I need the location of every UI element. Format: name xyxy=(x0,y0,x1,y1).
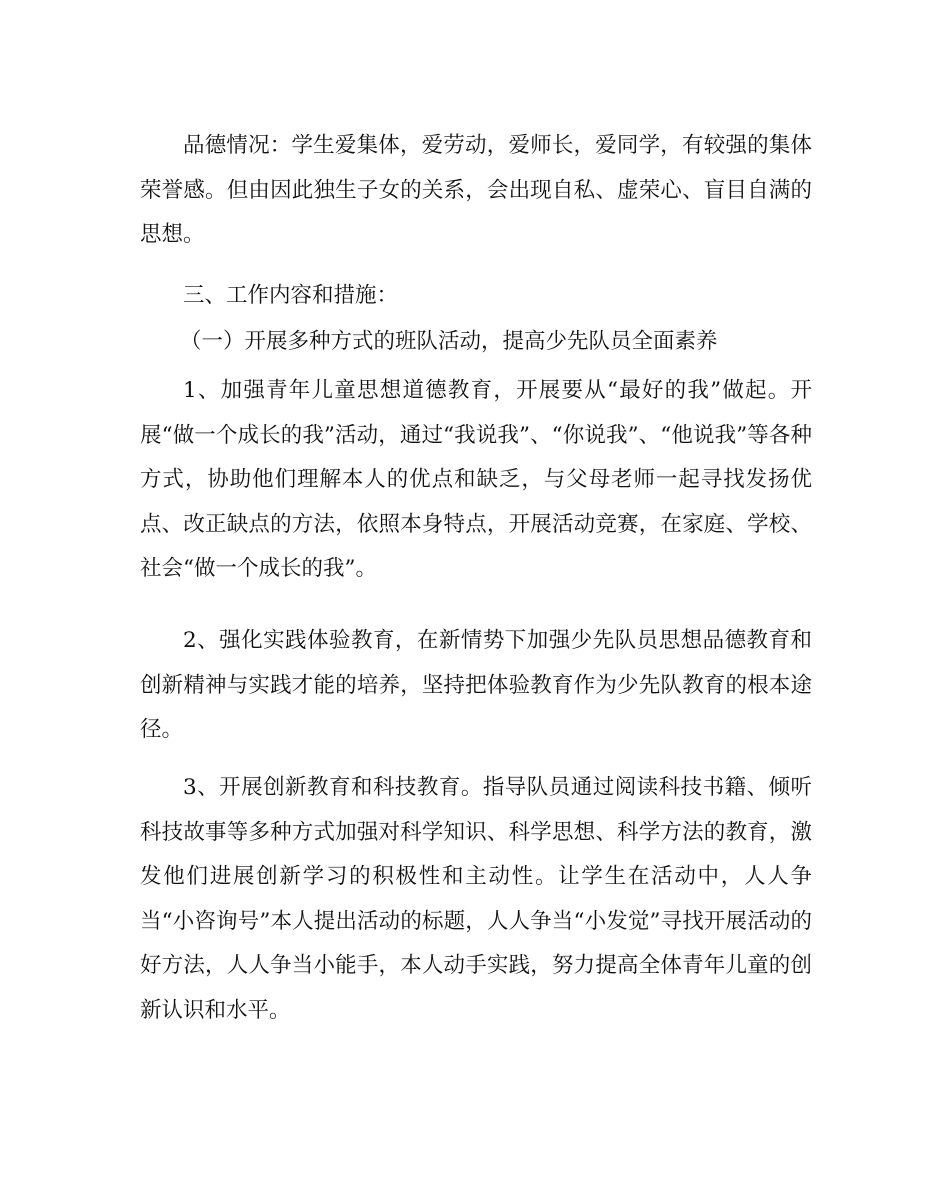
subsection-heading-activities: （一）开展多种方式的班队活动，提高少先队员全面素养 xyxy=(180,329,718,354)
paragraph-item-3: 3、开展创新教育和科技教育。指导队员通过阅读科技书籍、倾听科技故事等多种方式加强对科学知识、科学思想、科学方法的教育，激发他们进展创新学习的积极性和主动性。让学生在活动中，人人争当“小咨询号”本人提出活动的标题，人人争当“小发觉”寻找开展活动的好方法，人人争当小能手，本人动手实践，努力提高全体青年儿童的创新认识和水平。 xyxy=(140,775,812,1023)
paragraph-moral-status: 品德情况：学生爱集体，爱劳动，爱师长，爱同学，有较强的集体荣誉感。但由因此独生子女的关系，会出现自私、虚荣心、盲目自满的思想。 xyxy=(140,133,812,247)
paragraph-item-1: 1、加强青年儿童思想道德教育，开展要从“最好的我”做起。开展“做一个成长的我”活动，通过“我说我”、“你说我”、“他说我”等各种方式，协助他们理解本人的优点和缺乏，与父母老师一起寻找发扬优点、改正缺点的方法，依照本身特点，开展活动竞赛，在家庭、学校、社会“做一个成长的我”。 xyxy=(140,378,812,581)
paragraph-item-2: 2、强化实践体验教育，在新情势下加强少先队员思想品德教育和创新精神与实践才能的培养，坚持把体验教育作为少先队教育的根本途径。 xyxy=(140,628,812,742)
section-heading-work-content: 三、工作内容和措施： xyxy=(183,283,399,308)
